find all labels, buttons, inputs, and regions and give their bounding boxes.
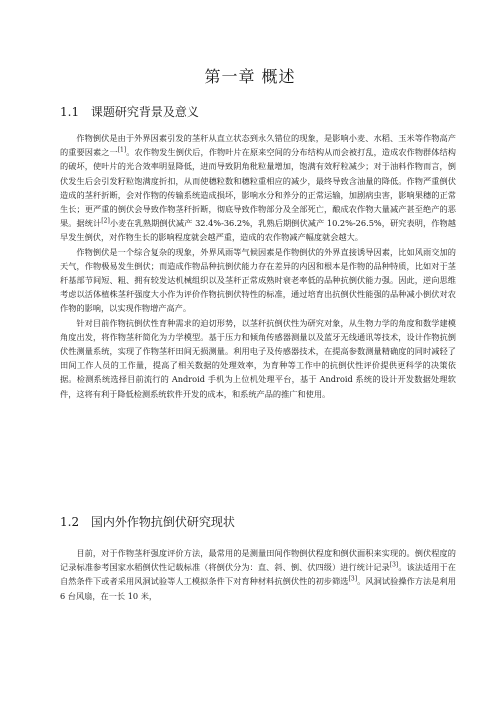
citation-marker: [3] bbox=[389, 561, 399, 569]
body-paragraph: 目前，对于作物茎秆强度评价方法，最常用的是测量田间作物倒伏程度和倒伏面积来实现的。倒伏程度的记录标准参考国家水稻倒伏性记载标准（将倒伏分为：直、斜、倒、伏四级）进行统计记录[3]。该法适用于在自然条件下或者采用风洞试验等人工模拟条件下对育种材料抗倒伏性的初步筛选[3]。风洞试验操作方法是利用 6 台风扇，在一长 10 米， bbox=[60, 548, 456, 601]
section-1-1-body bbox=[60, 131, 456, 401]
section-number: 1.1 bbox=[60, 105, 80, 119]
section-title-text: 国内外作物抗倒伏研究现状 bbox=[90, 515, 235, 529]
citation-marker: [2] bbox=[101, 217, 110, 225]
citation-marker: [1] bbox=[117, 146, 127, 154]
chapter-title: 第一章 概述 bbox=[204, 67, 296, 86]
section-1-2-body bbox=[60, 546, 456, 603]
section-title-text: 课题研究背景及意义 bbox=[90, 105, 199, 119]
citation-marker: [3] bbox=[348, 575, 358, 583]
section-heading-1-1 bbox=[60, 103, 199, 120]
section-heading-1-2 bbox=[60, 513, 235, 530]
body-paragraph: 作物倒伏是由于外界因素引发的茎秆从直立状态到永久错位的现象，是影响小麦、水稻、玉米等作物高产的重要因素之一[1]。农作物发生倒伏后，作物叶片在原来空间的分布结构从而会被打乱，造成农作物群体结构的破坏，使叶片的光合效率明显降低，进而导致阴角秕粒量增加，饱满有效籽粒减少；对于油料作物而言，倒伏发生后会引发籽粒饱满度折扣，从而使穗粒数和穗粒重相应的减少，最终导致含油量的降低。作物严重倒伏造成的茎秆折断，会对作物的传输系统造成损坏，影响水分和养分的正常运输，加剧病虫害，影响果穗的正常生长；更严重的倒伏会导致作物茎秆折断，彻底导致作物部分及全部死亡，酿成农作物大量减产甚至绝产的恶果。据统计[2]小麦在乳熟期倒伏减产 32.4%-36.2%，乳熟后期倒伏减产 10.2%-26.5%，研究表明，作物越早发生倒伏，对作物生长的影响程度就会越严重，造成的农作物减产幅度就会越大。 bbox=[60, 133, 456, 243]
body-paragraph: 作物倒伏是一个综合复杂的现象，外界风雨等气候因素是作物倒伏的外界直接诱导因素，比如风雨交加的天气，作物极易发生倒伏；而造成作物品种抗倒伏能力存在差异的内因和根本是作物的品种特质，比如对于茎秆基部节间短、粗、拥有较发达机械组织以及茎秆正常成熟时衰老率低的品种抗倒伏能力强。因此，逆向思维考虑以活体植株茎秆强度大小作为评价作物抗倒伏特性的标准，通过培育出抗倒伏性能强的品种减小倒伏对农作物的影响，以实现作物增产高产。 bbox=[60, 246, 456, 314]
body-paragraph: 针对目前作物抗倒伏性育种需求的迫切形势，以茎秆抗倒伏性为研究对象，从生物力学的角度和数学建模角度出发，将作物茎秆简化为力学模型。基于压力和倾角传感器测量以及蓝牙无线通讯等技术，设计作物抗倒伏性测量系统，实现了作物茎秆田间无损测量。利用电子及传感器技术，在提高参数测量精确度的同时减轻了田间工作人员的工作量，提高了相关数据的处理效率，为育种等工作中的抗倒伏性评价提供更科学的决策依据。检测系统选择目前流行的 Android 手机为上位机处理平台，基于 Android 系统的设计开发数据处理软件，这将有利于降低检测系统软件开发的成本，和系统产品的推广和使用。 bbox=[60, 317, 456, 399]
section-number: 1.2 bbox=[60, 515, 80, 529]
